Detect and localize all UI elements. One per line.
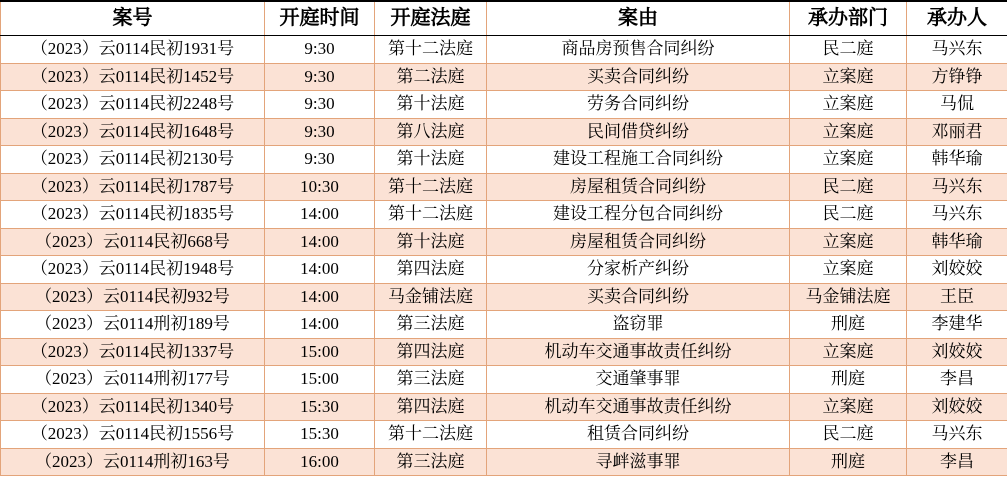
- column-header-department: 承办部门: [790, 1, 907, 36]
- table-body: [1, 36, 1007, 476]
- cell-cause-of-action: 租赁合同纠纷: [487, 421, 790, 449]
- cell-department: 立案庭: [790, 393, 907, 421]
- cell-department: 立案庭: [790, 228, 907, 256]
- cell-cause-of-action: 买卖合同纠纷: [487, 63, 790, 91]
- cell-hearing-time: 14:00: [265, 228, 375, 256]
- table-row: [1, 311, 1007, 339]
- cell-hearing-time: 15:30: [265, 421, 375, 449]
- cell-hearing-time: 9:30: [265, 91, 375, 119]
- cell-courtroom: 第八法庭: [375, 118, 487, 146]
- cell-department: 立案庭: [790, 63, 907, 91]
- table-row: [1, 448, 1007, 476]
- cell-case-number: （2023）云0114民初2248号: [1, 91, 265, 119]
- cell-hearing-time: 14:00: [265, 283, 375, 311]
- table-row: [1, 118, 1007, 146]
- cell-judge: 韩华瑜: [907, 146, 1007, 174]
- table-header: [1, 1, 1007, 36]
- cell-department: 民二庭: [790, 201, 907, 229]
- cell-case-number: （2023）云0114民初1452号: [1, 63, 265, 91]
- cell-judge: 邓丽君: [907, 118, 1007, 146]
- cell-case-number: （2023）云0114民初932号: [1, 283, 265, 311]
- cell-judge: 马兴东: [907, 173, 1007, 201]
- cell-department: 刑庭: [790, 366, 907, 394]
- table-row: [1, 201, 1007, 229]
- cell-cause-of-action: 建设工程施工合同纠纷: [487, 146, 790, 174]
- cell-hearing-time: 14:00: [265, 311, 375, 339]
- cell-judge: 马兴东: [907, 36, 1007, 64]
- cell-case-number: （2023）云0114民初1340号: [1, 393, 265, 421]
- column-header-judge: 承办人: [907, 1, 1007, 36]
- cell-courtroom: 第十法庭: [375, 146, 487, 174]
- column-header-case-number: 案号: [1, 1, 265, 36]
- cell-case-number: （2023）云0114民初1931号: [1, 36, 265, 64]
- cell-cause-of-action: 寻衅滋事罪: [487, 448, 790, 476]
- cell-courtroom: 第十二法庭: [375, 173, 487, 201]
- cell-judge: 方铮铮: [907, 63, 1007, 91]
- cell-judge: 马兴东: [907, 201, 1007, 229]
- cell-department: 立案庭: [790, 256, 907, 284]
- cell-department: 立案庭: [790, 146, 907, 174]
- table-row: [1, 91, 1007, 119]
- cell-case-number: （2023）云0114民初1648号: [1, 118, 265, 146]
- cell-judge: 李昌: [907, 448, 1007, 476]
- table-row: [1, 63, 1007, 91]
- cell-case-number: （2023）云0114刑初163号: [1, 448, 265, 476]
- cell-judge: 马兴东: [907, 421, 1007, 449]
- table-row: [1, 36, 1007, 64]
- cell-judge: 刘姣姣: [907, 256, 1007, 284]
- cell-case-number: （2023）云0114民初1948号: [1, 256, 265, 284]
- cell-judge: 李建华: [907, 311, 1007, 339]
- cell-case-number: （2023）云0114民初1556号: [1, 421, 265, 449]
- table-row: [1, 366, 1007, 394]
- cell-case-number: （2023）云0114刑初189号: [1, 311, 265, 339]
- cell-courtroom: 第三法庭: [375, 448, 487, 476]
- cell-department: 马金铺法庭: [790, 283, 907, 311]
- cell-hearing-time: 14:00: [265, 201, 375, 229]
- cell-courtroom: 第二法庭: [375, 63, 487, 91]
- cell-courtroom: 第十二法庭: [375, 201, 487, 229]
- cell-case-number: （2023）云0114民初1337号: [1, 338, 265, 366]
- table-row: [1, 421, 1007, 449]
- cell-hearing-time: 16:00: [265, 448, 375, 476]
- cell-courtroom: 第十二法庭: [375, 421, 487, 449]
- cell-hearing-time: 9:30: [265, 118, 375, 146]
- cell-department: 民二庭: [790, 421, 907, 449]
- cell-cause-of-action: 分家析产纠纷: [487, 256, 790, 284]
- cell-judge: 王臣: [907, 283, 1007, 311]
- cell-judge: 刘姣姣: [907, 393, 1007, 421]
- cell-courtroom: 马金铺法庭: [375, 283, 487, 311]
- cell-case-number: （2023）云0114刑初177号: [1, 366, 265, 394]
- cell-judge: 李昌: [907, 366, 1007, 394]
- cell-cause-of-action: 商品房预售合同纠纷: [487, 36, 790, 64]
- cell-department: 立案庭: [790, 91, 907, 119]
- cell-courtroom: 第四法庭: [375, 256, 487, 284]
- table-row: [1, 393, 1007, 421]
- cell-department: 刑庭: [790, 311, 907, 339]
- cell-hearing-time: 14:00: [265, 256, 375, 284]
- cell-judge: 刘姣姣: [907, 338, 1007, 366]
- cell-courtroom: 第十法庭: [375, 228, 487, 256]
- cell-department: 民二庭: [790, 173, 907, 201]
- cell-cause-of-action: 民间借贷纠纷: [487, 118, 790, 146]
- cell-department: 立案庭: [790, 118, 907, 146]
- cell-cause-of-action: 机动车交通事故责任纠纷: [487, 393, 790, 421]
- cell-courtroom: 第三法庭: [375, 366, 487, 394]
- cell-cause-of-action: 房屋租赁合同纠纷: [487, 228, 790, 256]
- table-row: [1, 228, 1007, 256]
- cell-case-number: （2023）云0114民初1835号: [1, 201, 265, 229]
- cell-hearing-time: 9:30: [265, 63, 375, 91]
- table-row: [1, 256, 1007, 284]
- cell-courtroom: 第三法庭: [375, 311, 487, 339]
- cell-hearing-time: 15:00: [265, 366, 375, 394]
- table-row: [1, 146, 1007, 174]
- column-header-courtroom: 开庭法庭: [375, 1, 487, 36]
- cell-courtroom: 第四法庭: [375, 338, 487, 366]
- cell-judge: 马侃: [907, 91, 1007, 119]
- cell-cause-of-action: 房屋租赁合同纠纷: [487, 173, 790, 201]
- cell-cause-of-action: 机动车交通事故责任纠纷: [487, 338, 790, 366]
- cell-cause-of-action: 建设工程分包合同纠纷: [487, 201, 790, 229]
- cell-department: 立案庭: [790, 338, 907, 366]
- cell-courtroom: 第十法庭: [375, 91, 487, 119]
- table-row: [1, 338, 1007, 366]
- cell-hearing-time: 9:30: [265, 146, 375, 174]
- cell-cause-of-action: 交通肇事罪: [487, 366, 790, 394]
- cell-cause-of-action: 劳务合同纠纷: [487, 91, 790, 119]
- cell-hearing-time: 15:30: [265, 393, 375, 421]
- column-header-cause-of-action: 案由: [487, 1, 790, 36]
- cell-case-number: （2023）云0114民初2130号: [1, 146, 265, 174]
- table-row: [1, 173, 1007, 201]
- cell-department: 民二庭: [790, 36, 907, 64]
- cell-hearing-time: 9:30: [265, 36, 375, 64]
- cell-department: 刑庭: [790, 448, 907, 476]
- cell-hearing-time: 15:00: [265, 338, 375, 366]
- table-header-row: [1, 1, 1007, 36]
- cell-cause-of-action: 盗窃罪: [487, 311, 790, 339]
- cell-case-number: （2023）云0114民初1787号: [1, 173, 265, 201]
- cell-hearing-time: 10:30: [265, 173, 375, 201]
- cell-cause-of-action: 买卖合同纠纷: [487, 283, 790, 311]
- cell-courtroom: 第十二法庭: [375, 36, 487, 64]
- table-row: [1, 283, 1007, 311]
- cell-courtroom: 第四法庭: [375, 393, 487, 421]
- column-header-hearing-time: 开庭时间: [265, 1, 375, 36]
- cell-case-number: （2023）云0114民初668号: [1, 228, 265, 256]
- cell-judge: 韩华瑜: [907, 228, 1007, 256]
